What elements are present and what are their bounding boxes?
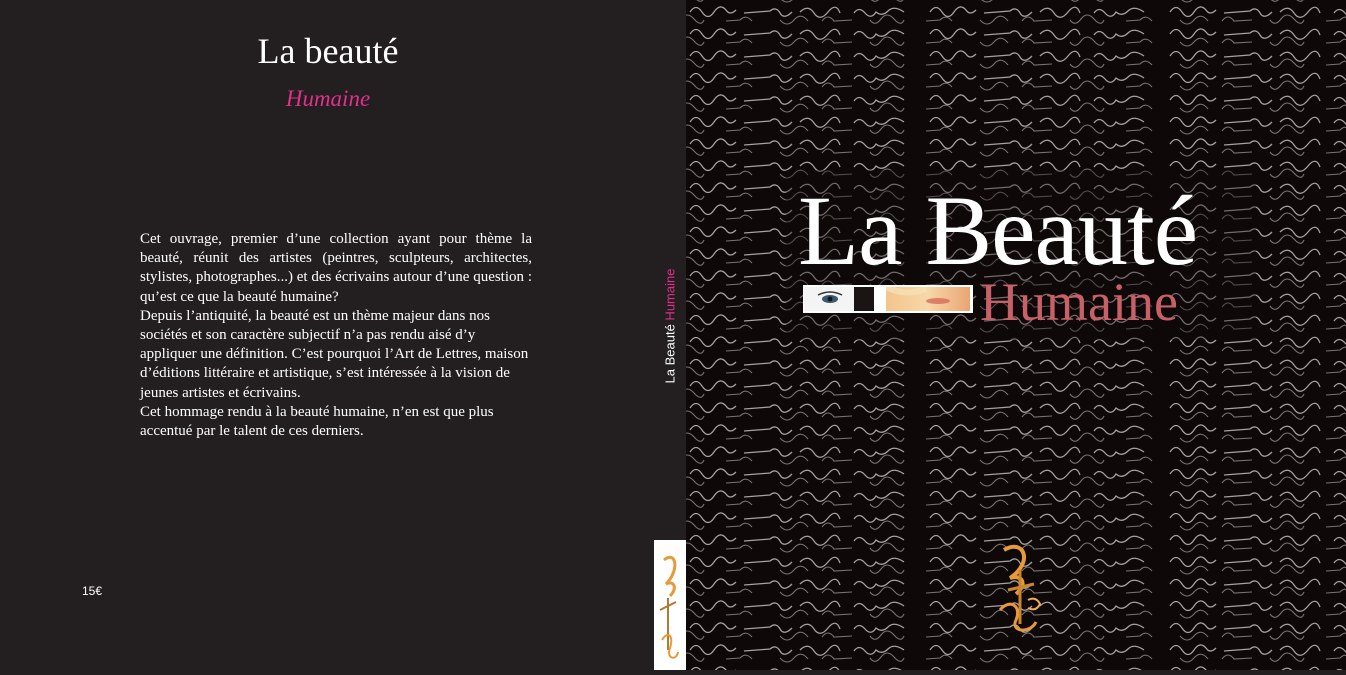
face-image (886, 287, 970, 311)
spine-subtitle: Humaine (662, 268, 678, 321)
back-cover (0, 0, 652, 670)
spine-title: La Beauté (662, 324, 678, 384)
publisher-logo-spine (654, 540, 686, 670)
publisher-logo-icon (990, 540, 1048, 636)
publisher-logo-icon (654, 540, 686, 670)
back-cover-subtitle: Humaine (285, 86, 371, 111)
face-photo (886, 287, 970, 311)
front-cover-title: La Beauté (798, 175, 1198, 286)
blurb-paragraph: Depuis l’antiquité, la beauté est un thème majeur dans nos sociétés et son caractère subjectif n’a pas rendu aisé d’y appliquer une définition. C’est pourquoi l’Art de Lettres, maison d’éditions littéraire et artistique, s’est intéressée à la vision de jeunes artistes et écrivains. (140, 307, 529, 401)
spine-text (663, 269, 678, 384)
blurb-paragraph: Cet ouvrage, premier d’une collection ayant pour thème la beauté, réunit des artistes (peintres, sculpteurs, architectes, stylistes, photographes...) et des écrivains autour d’une question : qu’est ce que la beauté humaine? (140, 231, 532, 305)
back-cover-title: La beauté (257, 31, 399, 71)
front-cover-subtitle: Humaine (980, 272, 1178, 332)
front-cover (686, 0, 1346, 670)
blurb-paragraph: Cet hommage rendu à la beauté humaine, n’en est que plus accentué par le talent de ces derniers. (140, 403, 494, 440)
eyes-image (804, 287, 874, 311)
back-cover-blurb (140, 230, 532, 441)
price-label: 15€ (82, 584, 103, 598)
eyes-photo (804, 287, 874, 311)
